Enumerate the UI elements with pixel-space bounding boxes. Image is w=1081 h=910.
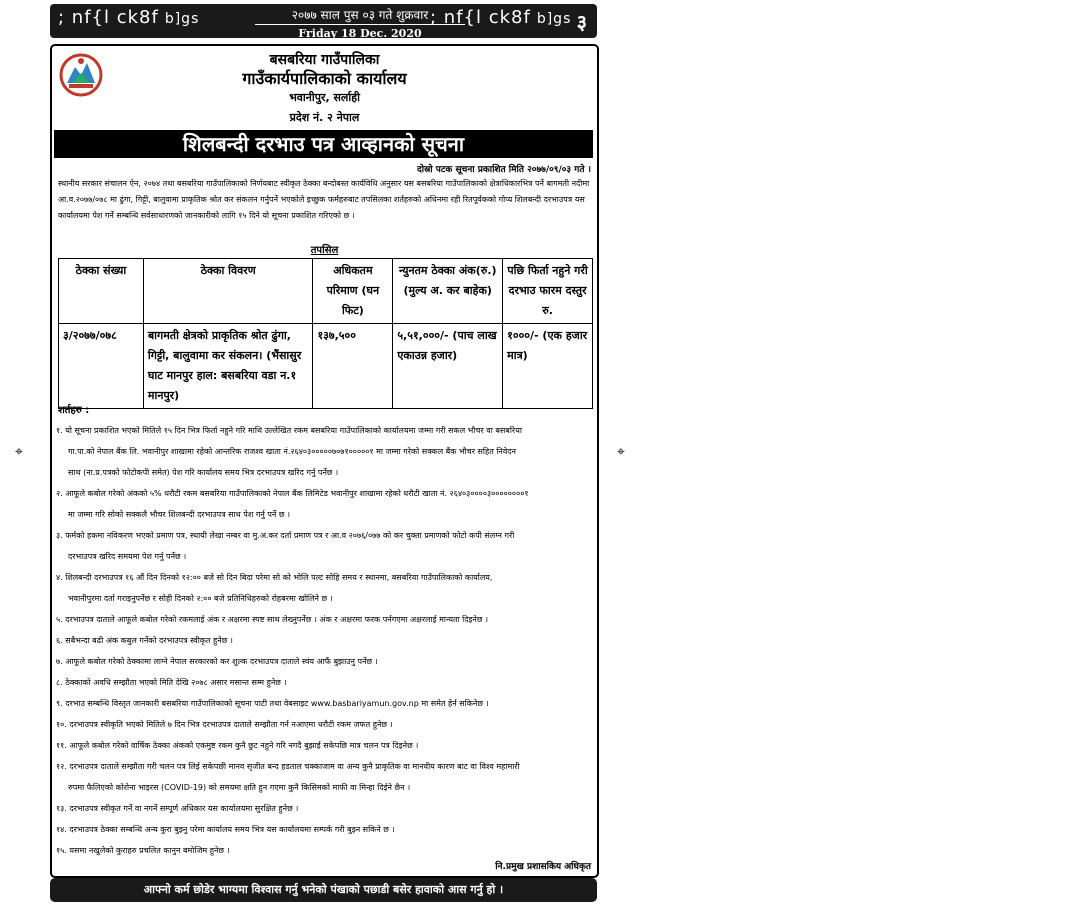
condition-line: भवानीपुरमा दर्ता गराइनुपर्नेछ र सोही दिनको २:०० बजे प्रतिनिधिहरुको रोहबरमा खोलिने छ । [68,594,333,603]
condition-line: १४. दरभाउपत्र ठेक्का सम्बन्धि अन्य कुरा बुझ्नु परेमा कार्यालय समय भित्र यस कार्यालयमा सम्पर्क गरी बुझ्न सकिने छ । [56,825,395,834]
header-max-quantity: अधिकतम परिमाण (घन फिट) [313,259,393,324]
province-name: प्रदेश नं. २ नेपाल [289,111,360,124]
condition-line: गा.पा.को नेपाल बैंक लि. भवानीपुर शाखामा रहेको आन्तरिक राजश्व खाता नं.२६४०३०००००७०७१०००००१ मा जम्मा गरेको सक्कल बैंक भौचर सहित निवेदन [68,447,516,456]
masthead-left-text: ; nf{l ck8f [58,7,159,28]
header-contract-number: ठेक्का संख्या [59,259,144,324]
conditions-list [56,420,594,861]
header-contract-details: ठेक्का विवरण [143,259,313,324]
condition-line: ११. आफूले कबोल गरेको वार्षिक ठेक्का अंकको एकमुष्ट रकम कुनै छुट नहुने गरि नगदै बुझाई सकेपछि मात्र चलन पत्र दिइनेछ । [56,741,419,750]
condition-line: ५. दरभाउपत्र दाताले आफूले कबोल गरेको रकमलाई अंक र अक्षरमा स्पष्ट साथ लेख्नुपर्नेछ । अंक र अक्षरमा फरक पर्नगएमा अक्षरलाई मान्यता दिइनेछ । [56,615,489,624]
org-name: बसबरिया गाउँपालिका [269,52,380,68]
condition-line: साथ (ना.प्र.पत्रको फोटोकपी समेत) पेश गरि कार्यालय समय भित्र दरभाउपत्र खरिद गर्नु पर्नेछ । [68,468,339,477]
newspaper-masthead-right [430,7,571,28]
office-name: गाउँकार्यपालिकाको कार्यालय [242,69,407,88]
conditions-heading: शर्तहरु : [58,405,90,416]
masthead-right-small: b]gs [536,11,572,27]
signatory: नि.प्रमुख प्रशासकिय अधिकृत [495,862,591,872]
condition-line: दरभाउपत्र खरिद समयमा पेश गर्नु पर्नेछ । [68,552,187,561]
schedule-heading: तपसिल [310,245,339,256]
condition-line: रुपमा फैलिएको कोरोना भाइरस (COVID-19) को समयमा क्षति हुन गएमा कुनै किसिमको माफी वा मिन्हा दिईने छैन । [68,783,411,792]
footer-slogan-bar: आफ्नो कर्म छोडेर भाग्यमा विश्वास गर्नु भनेको पंखाको पछाडी बसेर हावाको आस गर्नु हो । [50,878,597,902]
tender-schedule-table [58,258,593,409]
condition-line: ९. दरभाउ सम्बन्धि विस्तृत जानकारी बसबरिया गाउँपालिकाको सूचना पाटी तथा वेबसाइट www.basbariyamun.gov.np मा समेत हेर्न सकिनेछ । [56,699,489,708]
condition-line: १०. दरभाउपत्र स्वीकृति भएको मितिले ७ दिन भित्र दरभाउपत्र दाताले सम्झौता गर्न नआएमा धरौटी रकम जफत हुनेछ । [56,720,393,729]
condition-line: मा जम्मा गरि सोको सक्कलै भौचर शिलबन्दी दरभाउपत्र साथ पेश गर्नु पर्ने छ । [68,510,291,519]
cell-contract-number: ३/२०७७/०७८ [59,324,144,409]
condition-line: १२. दरभाउपत्र दाताले सम्झौता गरी चलन पत्र लिई सकेपछी मानव सृजीत बन्द हडताल चक्काजाम वा अन्य कुनै प्राकृतिक वा मानवीय कारण बाट वा विश्व महामारी [56,762,520,771]
table-header-row [59,259,593,324]
cell-form-fee: १०००/- (एक हजार मात्र) [503,324,593,409]
header-form-fee: पछि फिर्ता नहुने गरी दरभाउ फारम दस्तुर रु. [503,259,593,324]
registration-mark-left-icon: ⌖ [15,444,23,460]
condition-line: २. आफूले कबोल गरेको अंकको ५% धरौटी रकम बसबरिया गाउँपालिकाको नेपाल बैंक लिमिटेड भवानीपुर शाखामा रहेको धरौटी खाता नं. २६४०३००००३००००००००१ [56,489,529,498]
tender-notice [50,44,599,878]
masthead-right-text: ; nf{l ck8f [430,7,531,28]
masthead-left-small: b]gs [164,11,200,27]
condition-line: ७. आफूले कबोल गरेको ठेक्कामा लाग्ने नेपाल सरकारको कर शुल्क दरभाउपत्र दाताले स्वंय आफैं बुझाउनु पर्नेछ । [56,657,378,666]
date-english: Friday 18 Dec. 2020 [298,27,422,40]
header-min-amount: न्युनतम ठेक्का अंक(रु.) (मुल्य अ. कर बाहेक) [393,259,503,324]
condition-line: ४. शिलबन्दी दरभाउपत्र १६ औं दिन दिनको १२:०० बजे सो दिन बिदा परेमा सो को भोलि पल्ट सोहि समय र स्थानमा, बसबरिया गाउँपालिकाको कार्यालय, [56,573,493,582]
date-nepali: २०७७ साल पुस ०३ गते शुक्रवार [255,6,465,25]
condition-line: १३. दरभाउपत्र स्वीकृत गर्ने वा नगर्ने सम्पूर्ण अधिकार यस कार्यालयमा सुरक्षित हुनेछ । [56,804,299,813]
newspaper-header-bar [50,4,597,38]
publication-date: दोस्रो पटक सूचना प्रकाशित मिति २०७७/०९/०३ गते । [417,165,591,175]
notice-title: शिलबन्दी दरभाउ पत्र आव्हानको सूचना [54,130,593,158]
registration-mark-right-icon: ⌖ [617,444,625,460]
condition-line: ८. ठेक्काको अवधि सम्झौता भएको मिति देखि २०७८ असार मसान्त सम्म हुनेछ । [56,678,287,687]
newspaper-masthead-left [58,7,199,28]
intro-paragraph: स्थानीय सरकार संचालन ऐन, २०७४ तथा बसबरिया गाउँपालिकाको निर्णयबाट स्वीकृत ठेक्का बन्दोबस्त कार्यविधि अनुसार यस बसबरिया गाउँपालिकाको क्षेत्राधिकारभित्र पर्ने बागमती नदीमा आ.व.२०७७/०७८ मा ढुंगा, गिट्टी, बालुवामा प्राकृतिक श्रोत कर संकलन गर्नुपर्ने भएकोले इच्छुक फर्महरुबाट तपसिलका शर्तहरुको अधिनमा रही रितपूर्वकको गोप्य शिलबन्दी दरभाउपत्र यस कार्यालयमा पेश गर्ने सम्बन्धि सर्वसाधारणको जानकारीको लागि १५ दिने यो सूचना प्रकाशित गरिएको छ । [58,179,590,220]
cell-contract-details: बागमती क्षेत्रको प्राकृतिक श्रोत ढुंगा, गिट्टी, बालुवामा कर संकलन। (भैंसासुर घाट मानपुर हाल: बसबरिया वडा न.१ मानपुर) [143,324,313,409]
condition-line: १५. यसमा नखुलेको कुराहरु प्रचलित कानुन बमोजिम हुनेछ । [56,846,230,855]
condition-line: ३. फर्मको हकमा नविकरण भएको प्रमाण पत्र, स्थायी लेखा नम्बर वा मु.अ.कर दर्ता प्रमाण पत्र र आ.व २०७६/०७७ को कर चुक्ता प्रमाणको फोटो कपी संलग्न गरी [56,531,515,540]
condition-line: ६. सबैभन्दा बढी अंक कबुल गर्नेको दरभाउपत्र स्वीकृत हुनेछ । [56,636,233,645]
office-location: भवानीपुर, सर्लाही [289,91,360,104]
page-number: ३ [576,10,587,34]
cell-min-amount: ५,५१,०००/- (पाच लाख एकाउन्न हजार) [393,324,503,409]
condition-line: १. यो सूचना प्रकाशित भएको मितिले १५ दिन भित्र फिर्ता नहुने गरि माथि उल्लेखित रकम बसबरिया गाउँपालिकाको कार्यालयमा जम्मा गरी सकल भौचर वा बसबरिया [56,426,522,435]
table-row [59,324,593,409]
cell-max-quantity: १३७,५०० [313,324,393,409]
